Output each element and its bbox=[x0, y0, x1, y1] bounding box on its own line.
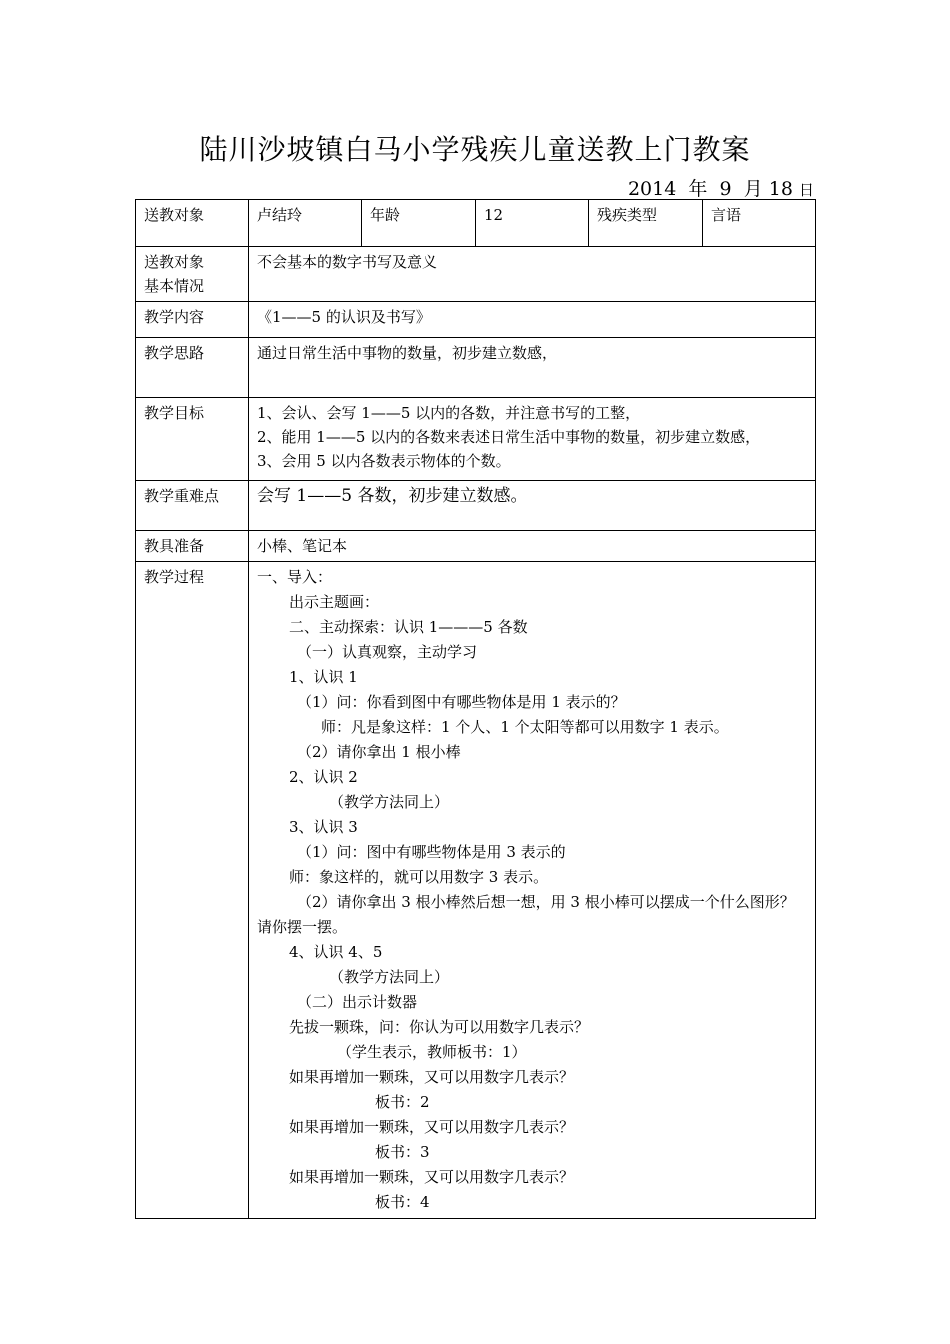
table-row-idea bbox=[136, 338, 816, 398]
process-line: 一、导入： bbox=[257, 568, 333, 586]
table-row-goals bbox=[136, 398, 816, 481]
date-line bbox=[628, 174, 814, 201]
date-year-unit: 年 bbox=[688, 178, 708, 200]
process-line: 如果再增加一颗珠，又可以用数字几表示？ bbox=[289, 1068, 575, 1086]
date-day-unit: 日 bbox=[798, 181, 814, 199]
process-line: （学生表示，教师板书：1） bbox=[337, 1043, 527, 1061]
table-row-content bbox=[136, 302, 816, 338]
goals-value bbox=[249, 398, 816, 481]
process-line: 1、认识 1 bbox=[289, 668, 358, 686]
process-line: （教学方法同上） bbox=[329, 968, 450, 986]
lesson-plan-table bbox=[135, 199, 816, 1219]
process-line: 师：凡是象这样：1 个人、1 个太阳等都可以用数字 1 表示。 bbox=[321, 718, 729, 736]
process-value bbox=[249, 562, 816, 1219]
process-line: 板书：4 bbox=[375, 1193, 430, 1211]
idea-label: 教学思路 bbox=[136, 338, 249, 398]
age-label: 年龄 bbox=[362, 200, 476, 247]
key-value: 会写 1——5 各数，初步建立数感。 bbox=[249, 481, 816, 531]
content-label: 教学内容 bbox=[136, 302, 249, 338]
process-line: 板书：3 bbox=[375, 1143, 430, 1161]
date-day: 18 bbox=[768, 178, 793, 200]
process-line: （2）请你拿出 1 根小棒 bbox=[297, 743, 461, 761]
idea-value: 通过日常生活中事物的数量，初步建立数感， bbox=[249, 338, 816, 398]
table-row-process bbox=[136, 562, 816, 1219]
process-line: 出示主题画： bbox=[289, 593, 380, 611]
date-month-unit: 月 bbox=[743, 178, 763, 200]
process-line: 如果再增加一颗珠，又可以用数字几表示？ bbox=[289, 1118, 575, 1136]
tools-label: 教具准备 bbox=[136, 531, 249, 562]
process-line: （1）问：图中有哪些物体是用 3 表示的 bbox=[297, 843, 566, 861]
page-title: 陆川沙坡镇白马小学残疾儿童送教上门教案 bbox=[199, 133, 751, 166]
type-value: 言语 bbox=[703, 200, 816, 247]
basic-label-line-2: 基本情况 bbox=[144, 277, 205, 295]
process-line: （1）问：你看到图中有哪些物体是用 1 表示的？ bbox=[297, 693, 626, 711]
process-line: 如果再增加一颗珠，又可以用数字几表示？ bbox=[289, 1168, 575, 1186]
goal-item: 2、能用 1——5 以内的各数来表述日常生活中事物的数量，初步建立数感， bbox=[257, 428, 761, 446]
table-row-key bbox=[136, 481, 816, 531]
process-line: （2）请你拿出 3 根小棒然后想一想，用 3 根小棒可以摆成一个什么图形？请你摆一摆。 bbox=[257, 893, 795, 936]
target-value: 卢结玲 bbox=[249, 200, 362, 247]
table-row-tools bbox=[136, 531, 816, 562]
goals-label: 教学目标 bbox=[136, 398, 249, 481]
process-line: （教学方法同上） bbox=[329, 793, 450, 811]
basic-label bbox=[136, 247, 249, 302]
type-label: 残疾类型 bbox=[589, 200, 703, 247]
table-row-basic bbox=[136, 247, 816, 302]
process-line: 4、认识 4、5 bbox=[289, 943, 383, 961]
key-label: 教学重难点 bbox=[136, 481, 249, 531]
process-line: 2、认识 2 bbox=[289, 768, 358, 786]
date-month: 9 bbox=[719, 178, 732, 200]
process-line: 3、认识 3 bbox=[289, 818, 358, 836]
age-value: 12 bbox=[476, 200, 589, 247]
process-line: 板书：2 bbox=[375, 1093, 430, 1111]
basic-value: 不会基本的数字书写及意义 bbox=[249, 247, 816, 302]
process-line: （一）认真观察，主动学习 bbox=[297, 643, 478, 661]
process-label: 教学过程 bbox=[136, 562, 249, 1219]
process-line: 先拔一颗珠，问：你认为可以用数字几表示？ bbox=[289, 1018, 590, 1036]
goal-item: 3、会用 5 以内各数表示物体的个数。 bbox=[257, 452, 511, 470]
goal-item: 1、会认、会写 1——5 以内的各数，并注意书写的工整， bbox=[257, 404, 641, 422]
basic-label-line-1: 送教对象 bbox=[144, 253, 205, 271]
date-year: 2014 bbox=[627, 178, 677, 200]
content-value: 《1——5 的认识及书写》 bbox=[249, 302, 816, 338]
target-label: 送教对象 bbox=[136, 200, 249, 247]
tools-value: 小棒、笔记本 bbox=[249, 531, 816, 562]
table-row-info bbox=[136, 200, 816, 247]
process-line: 师：象这样的，就可以用数字 3 表示。 bbox=[289, 868, 549, 886]
process-line: （二）出示计数器 bbox=[297, 993, 418, 1011]
process-line: 二、主动探索：认识 1———5 各数 bbox=[289, 618, 528, 636]
